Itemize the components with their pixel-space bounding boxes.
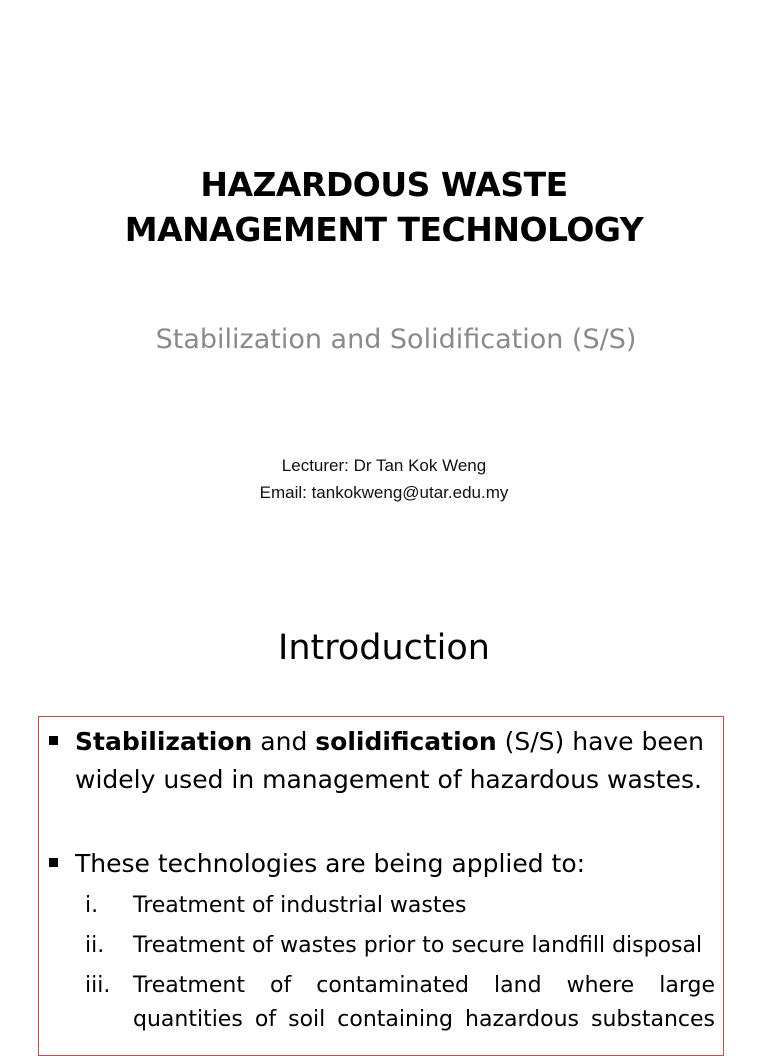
- slide-subtitle: Stabilization and Solidification (S/S): [155, 324, 637, 355]
- list-text: Treatment of contaminated land where large: [133, 973, 715, 998]
- square-bullet-icon: [49, 858, 58, 867]
- square-bullet-icon: [49, 736, 58, 745]
- list-text: Treatment of industrial wastes: [133, 893, 467, 918]
- title-line-1: HAZARDOUS WASTE: [200, 165, 568, 204]
- list-item: [79, 929, 715, 963]
- bullet-connector: and: [252, 727, 316, 756]
- list-number: iii.: [85, 973, 111, 998]
- bullet-text: These technologies are being applied to:: [75, 849, 586, 878]
- bold-term-solidification: solidification: [315, 727, 497, 756]
- lecturer-email: Email: tankokweng@utar.edu.my: [259, 483, 509, 502]
- content-box: [38, 716, 724, 1056]
- list-number: i.: [85, 893, 99, 918]
- list-number: ii.: [85, 933, 105, 958]
- list-text-continued: quantities of soil containing hazardous substances: [133, 1007, 715, 1032]
- bullet-text: [75, 723, 717, 799]
- intro-heading: Introduction: [278, 628, 490, 668]
- list-item: [79, 969, 715, 1003]
- list-text: Treatment of wastes prior to secure landfill disposal: [133, 933, 703, 958]
- bullet-item: [47, 723, 717, 799]
- list-item: [79, 889, 715, 923]
- lecturer-name: Lecturer: Dr Tan Kok Weng: [281, 456, 487, 475]
- slide-title: [0, 162, 768, 252]
- introduction-slide: [0, 580, 768, 1032]
- title-line-2: MANAGEMENT TECHNOLOGY: [124, 210, 644, 249]
- bullet-item: [47, 845, 717, 883]
- bold-term-stabilization: Stabilization: [75, 727, 253, 756]
- bullet-rest: (S/S) have been widely used in management of hazardous wastes.: [75, 727, 704, 794]
- lecturer-info: [0, 452, 768, 506]
